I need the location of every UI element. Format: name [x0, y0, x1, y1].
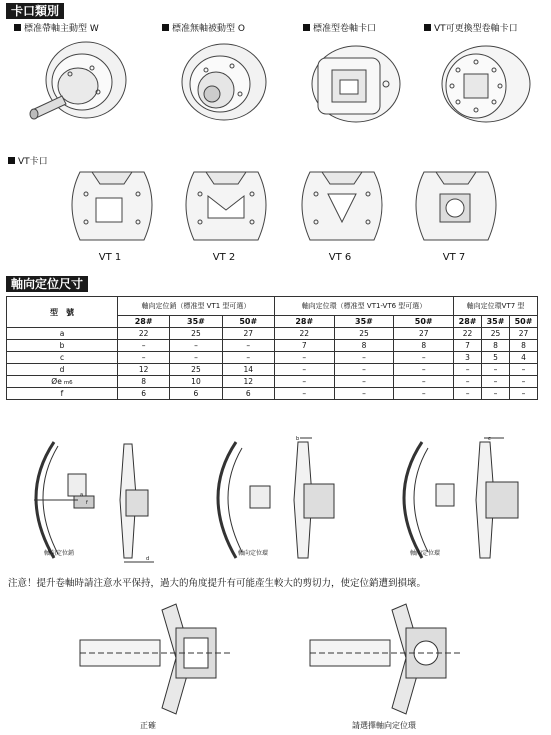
- table-cell: 3: [454, 352, 482, 364]
- table-group-row: [7, 297, 538, 316]
- row-label-sub: m6: [63, 380, 73, 386]
- table-cell: 6: [222, 388, 274, 400]
- table-cell: –: [334, 364, 394, 376]
- table-cell: –: [454, 388, 482, 400]
- size-header: 50#: [394, 316, 454, 328]
- table-cell: –: [394, 364, 454, 376]
- table-cell: –: [454, 364, 482, 376]
- model-header: 型 號: [7, 297, 118, 328]
- table-cell: 22: [454, 328, 482, 340]
- row-label: [7, 364, 118, 376]
- table-cell: 27: [394, 328, 454, 340]
- diagram-caption-ring: 軸向定位環: [238, 550, 269, 557]
- size-header: 35#: [170, 316, 222, 328]
- chuck-vt-drawing: [430, 40, 540, 130]
- row-label: [7, 328, 118, 340]
- table-row: [7, 352, 538, 364]
- type-label-vt: [424, 21, 518, 34]
- select-ring-diagram: [310, 598, 460, 718]
- table-cell: –: [222, 352, 274, 364]
- diagram-caption-pin: 軸向定位銷: [44, 550, 75, 557]
- bullet-square-icon: [14, 24, 21, 31]
- dim-letter-b: b: [296, 436, 300, 442]
- axial-dimension-table: [6, 296, 538, 400]
- table-cell: 14: [222, 364, 274, 376]
- row-label: [7, 340, 118, 352]
- table-cell: 25: [170, 364, 222, 376]
- table-cell: 8: [482, 340, 510, 352]
- vt2-caption: VT 2: [212, 252, 236, 263]
- table-cell: 8: [394, 340, 454, 352]
- table-cell: –: [170, 340, 222, 352]
- vt6-drawing: [292, 164, 392, 248]
- dim-letter-f: f: [86, 500, 88, 506]
- table-cell: 25: [334, 328, 394, 340]
- table-cell: –: [509, 364, 537, 376]
- row-label-text: b: [59, 341, 65, 350]
- table-cell: –: [454, 376, 482, 388]
- type-label-text: VT可更換型卷軸卡口: [434, 24, 518, 34]
- type-label-o: [162, 21, 245, 34]
- cross-section-vt7-diagram: [386, 436, 536, 566]
- table-cell: 25: [482, 328, 510, 340]
- table-cell: 12: [222, 376, 274, 388]
- section-title: 卡口類別: [11, 4, 60, 18]
- table-cell: –: [509, 388, 537, 400]
- table-cell: 25: [170, 328, 222, 340]
- row-label-text: a: [59, 329, 65, 338]
- bullet-square-icon: [162, 24, 169, 31]
- type-label-standard: [303, 21, 376, 34]
- table-cell: –: [274, 364, 334, 376]
- caption-correct: 正確: [140, 721, 156, 730]
- chuck-standard-drawing: [300, 40, 410, 130]
- row-label: [7, 352, 118, 364]
- bullet-square-icon: [424, 24, 431, 31]
- diagram-caption-ring-vt7: 軸向定位環: [410, 550, 441, 557]
- type-label-w: [14, 21, 99, 34]
- table-body: [7, 328, 538, 400]
- cross-section-ring-diagram: [200, 436, 350, 566]
- table-cell: 8: [118, 376, 170, 388]
- row-label-text: d: [59, 365, 65, 374]
- table-cell: 22: [274, 328, 334, 340]
- table-cell: –: [482, 364, 510, 376]
- table-cell: 22: [118, 328, 170, 340]
- table-cell: –: [170, 352, 222, 364]
- vt-section-label: [8, 154, 48, 167]
- size-header: 50#: [222, 316, 274, 328]
- cross-section-pin-diagram: [14, 436, 164, 566]
- lifting-notice: 注意！提升卷軸時請注意水平保持，過大的角度提升有可能產生較大的剪切力，使定位銷遭到損壞。: [8, 578, 427, 589]
- table-cell: 7: [274, 340, 334, 352]
- vt7-drawing: [406, 164, 506, 248]
- vt7-caption: VT 7: [442, 252, 466, 263]
- caption-select-ring: 請選擇軸向定位環: [352, 721, 416, 730]
- table-cell: –: [482, 376, 510, 388]
- table-cell: –: [509, 376, 537, 388]
- size-header: 28#: [454, 316, 482, 328]
- table-row: [7, 328, 538, 340]
- table-cell: 5: [482, 352, 510, 364]
- table-cell: –: [118, 340, 170, 352]
- table-cell: –: [394, 352, 454, 364]
- size-header: 50#: [509, 316, 537, 328]
- group-header: 軸向定位環VT7 型: [454, 297, 538, 316]
- table-cell: 12: [118, 364, 170, 376]
- bullet-square-icon: [303, 24, 310, 31]
- chuck-w-drawing: [22, 38, 132, 128]
- table-cell: –: [482, 388, 510, 400]
- vt-section-title: VT卡口: [18, 157, 48, 167]
- row-label-text: f: [60, 389, 64, 398]
- table-cell: –: [394, 376, 454, 388]
- table-cell: –: [274, 388, 334, 400]
- size-header: 35#: [334, 316, 394, 328]
- section-title: 軸向定位尺寸: [11, 277, 84, 291]
- table-row: [7, 376, 538, 388]
- vt1-caption: VT 1: [98, 252, 122, 263]
- vt1-drawing: [62, 164, 162, 248]
- size-header: 28#: [118, 316, 170, 328]
- table-row: [7, 388, 538, 400]
- chuck-o-drawing: [166, 38, 276, 128]
- type-label-text: 標准帶軸主動型 W: [24, 24, 99, 34]
- table-cell: –: [334, 376, 394, 388]
- group-header: 軸向定位銷（標准型 VT1 型可選）: [118, 297, 275, 316]
- type-label-text: 標准無軸被動型 O: [172, 24, 245, 34]
- table-cell: –: [334, 352, 394, 364]
- table-cell: 4: [509, 352, 537, 364]
- table-cell: 27: [222, 328, 274, 340]
- table-row: [7, 364, 538, 376]
- table-cell: –: [118, 352, 170, 364]
- section-header-mount-types: [6, 3, 64, 19]
- table-cell: 8: [334, 340, 394, 352]
- dim-letter-c: c: [488, 436, 491, 442]
- table-cell: 6: [170, 388, 222, 400]
- group-header: 軸向定位環（標准型 VT1-VT6 型可選）: [274, 297, 453, 316]
- table-cell: 27: [509, 328, 537, 340]
- table-cell: –: [394, 388, 454, 400]
- table-cell: –: [222, 340, 274, 352]
- table-cell: 7: [454, 340, 482, 352]
- row-label: [7, 388, 118, 400]
- table-cell: –: [274, 376, 334, 388]
- table-cell: –: [274, 352, 334, 364]
- table-cell: –: [334, 388, 394, 400]
- vt2-drawing: [176, 164, 276, 248]
- row-label-text: c: [59, 353, 65, 362]
- vt6-caption: VT 6: [328, 252, 352, 263]
- correct-lifting-diagram: [80, 598, 230, 718]
- table-row: [7, 340, 538, 352]
- size-header: 28#: [274, 316, 334, 328]
- row-label: [7, 376, 118, 388]
- table-cell: 8: [509, 340, 537, 352]
- bullet-square-icon: [8, 157, 15, 164]
- type-label-text: 標准型卷軸卡口: [313, 24, 377, 34]
- row-label-text: Øe: [51, 377, 62, 386]
- size-header: 35#: [482, 316, 510, 328]
- table-cell: 6: [118, 388, 170, 400]
- section-header-axial-dimensions: [6, 276, 88, 292]
- dim-letter-a: a: [80, 492, 84, 498]
- table-cell: 10: [170, 376, 222, 388]
- dim-letter-d: d: [146, 556, 150, 562]
